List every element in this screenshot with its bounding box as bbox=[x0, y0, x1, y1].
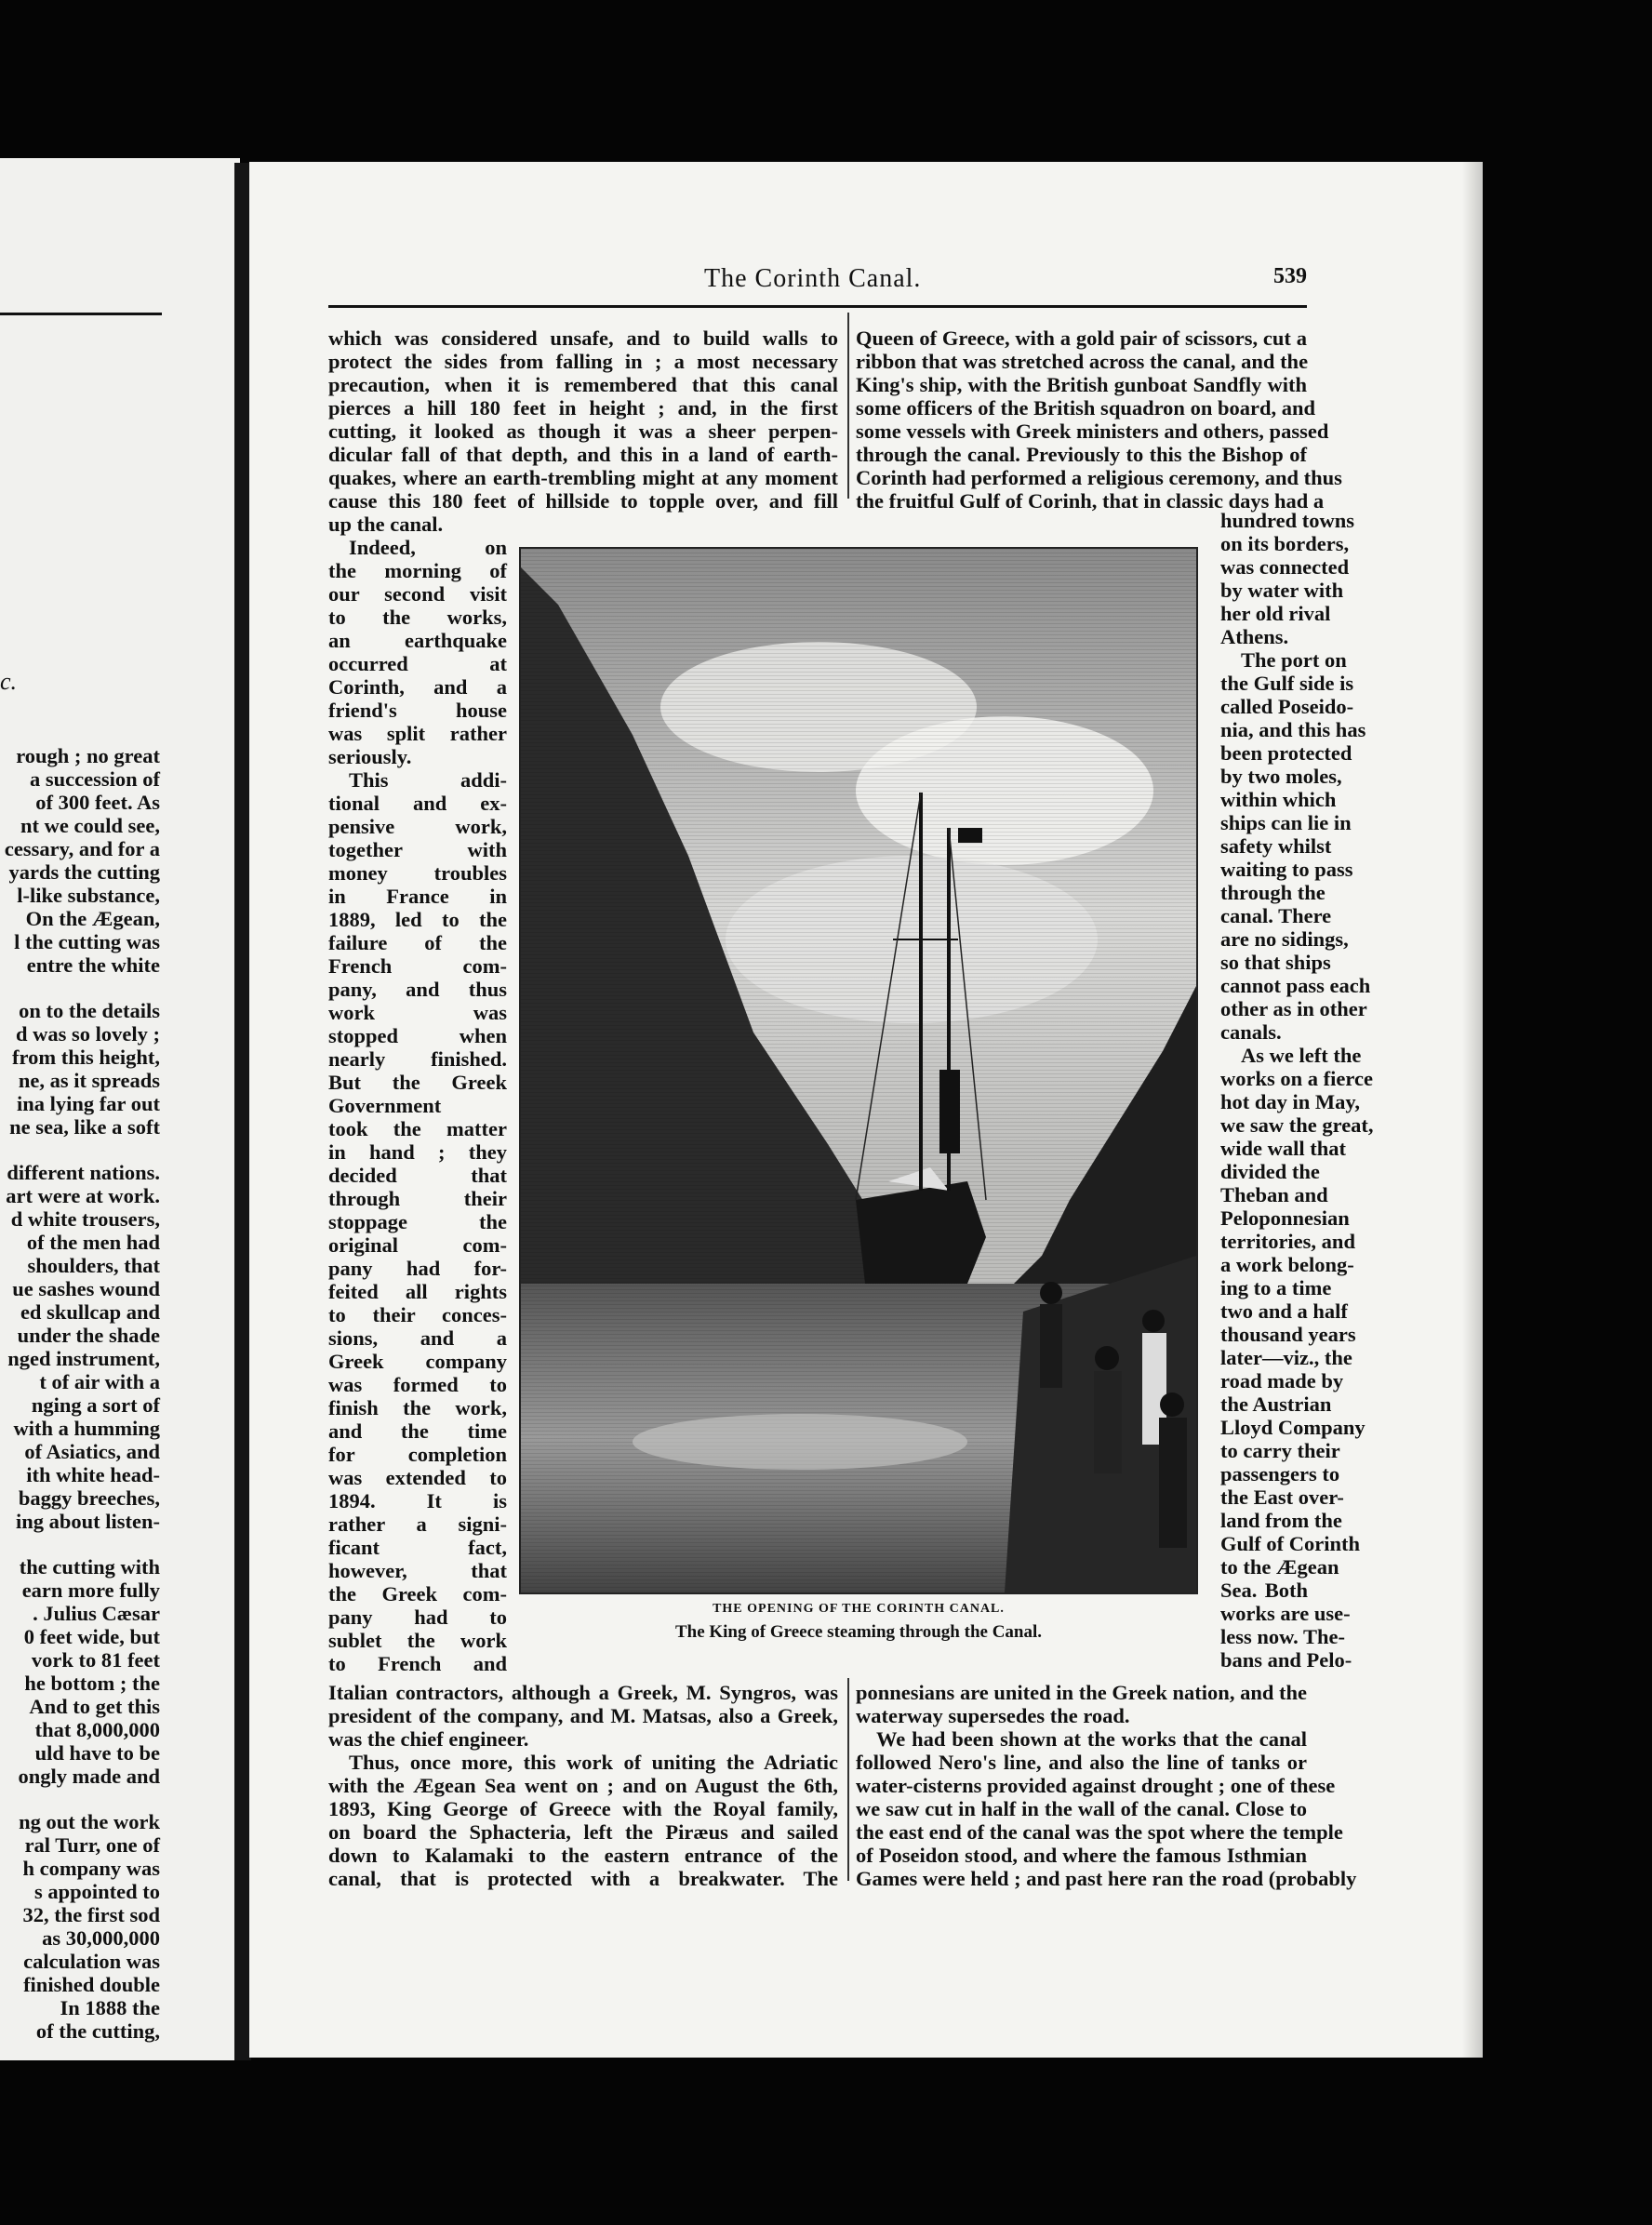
text-line: safety whilst bbox=[1220, 834, 1332, 858]
text-line: Gulf of Corinth bbox=[1220, 1532, 1361, 1555]
engraving-illustration bbox=[519, 547, 1198, 1594]
text-line: to carry their bbox=[1220, 1439, 1340, 1462]
text-line: nging a sort of bbox=[31, 1393, 160, 1417]
text-line: And to get this bbox=[29, 1695, 160, 1718]
text-line: ne, as it spreads bbox=[18, 1069, 160, 1092]
text-line: together with bbox=[328, 838, 507, 861]
text-line: pany had to bbox=[328, 1605, 507, 1629]
text-line: was extended to bbox=[328, 1466, 507, 1489]
text-line: nia, and this has bbox=[1220, 718, 1366, 741]
text-line: dicular fall of that depth, and this in a land of earth- bbox=[328, 443, 838, 466]
left-page-rule bbox=[0, 313, 162, 315]
text-line: ing to a time bbox=[1220, 1276, 1332, 1299]
text-line: less now. The- bbox=[1220, 1625, 1345, 1648]
text-line: canal, that is protected with a breakwater. The bbox=[328, 1867, 838, 1890]
text-line: was connected bbox=[1220, 555, 1350, 579]
text-line: to the works, bbox=[328, 606, 507, 629]
text-line: an earthquake bbox=[328, 629, 507, 652]
text-line: baggy breeches, bbox=[18, 1486, 160, 1510]
text-line: up the canal. bbox=[328, 513, 444, 536]
text-line: and the time bbox=[328, 1419, 507, 1443]
text-line: bans and Pelo- bbox=[1220, 1648, 1352, 1672]
text-line: on board the Sphacteria, left the Piræus and sailed bbox=[328, 1820, 838, 1844]
text-line: . Julius Cæsar bbox=[33, 1602, 160, 1625]
text-line: however, that bbox=[328, 1559, 507, 1582]
text-line: cannot pass each bbox=[1220, 974, 1371, 997]
figure-caption-title: THE OPENING OF THE CORINTH CANAL. bbox=[713, 1602, 1005, 1616]
page-number: 539 bbox=[1273, 264, 1307, 288]
text-line: to French and bbox=[328, 1652, 507, 1675]
bottom-left-column bbox=[328, 1681, 838, 1890]
text-line: ng out the work bbox=[19, 1810, 160, 1833]
text-line: pany had for- bbox=[328, 1257, 507, 1280]
text-line: t of air with a bbox=[39, 1370, 160, 1393]
text-line: with a humming bbox=[13, 1417, 160, 1440]
text-line: Athens. bbox=[1220, 625, 1289, 648]
left-page-fragment: c. bbox=[0, 668, 18, 695]
text-line: different nations. bbox=[7, 1161, 160, 1184]
text-line: works on a fierce bbox=[1220, 1067, 1373, 1090]
text-line: ships can lie in bbox=[1220, 811, 1352, 834]
text-line: was split rather bbox=[328, 722, 507, 745]
text-line: of the men had bbox=[26, 1231, 160, 1254]
text-line: Lloyd Company bbox=[1220, 1416, 1366, 1439]
text-line: nged instrument, bbox=[7, 1347, 160, 1370]
text-line: to the Ægean bbox=[1220, 1555, 1339, 1579]
text-line: later—viz., the bbox=[1220, 1346, 1352, 1369]
text-line: of 300 feet. As bbox=[35, 791, 160, 814]
text-line: nt we could see, bbox=[20, 814, 160, 837]
text-line: pensive work, bbox=[328, 815, 507, 838]
text-line: 32, the first sod bbox=[22, 1903, 160, 1926]
text-line: canal. There bbox=[1220, 904, 1332, 927]
bottom-right-column bbox=[856, 1681, 1357, 1890]
text-line: the Austrian bbox=[1220, 1392, 1332, 1416]
text-line: Indeed, on bbox=[349, 536, 507, 559]
text-line: cause this 180 feet of hillside to topple over, and fill bbox=[328, 489, 838, 513]
text-line: sublet the work bbox=[328, 1629, 507, 1652]
text-line: We had been shown at the works that the canal bbox=[876, 1727, 1307, 1751]
text-line: was formed to bbox=[328, 1373, 507, 1396]
narrow-left-column bbox=[328, 536, 507, 1675]
text-line: the east end of the canal was the spot where the temple bbox=[856, 1820, 1343, 1844]
text-line: are no sidings, bbox=[1220, 927, 1349, 951]
text-line: was the chief engineer. bbox=[328, 1727, 529, 1751]
page-header bbox=[328, 264, 1307, 296]
text-line: money troubles bbox=[328, 861, 507, 885]
text-line: by water with bbox=[1220, 579, 1344, 602]
text-line: calculation was bbox=[23, 1950, 160, 1973]
text-line: ith white head- bbox=[26, 1463, 160, 1486]
text-line: l the cutting was bbox=[14, 930, 160, 953]
left-page bbox=[0, 158, 240, 2060]
text-line: stopped when bbox=[328, 1024, 507, 1047]
text-line: waterway supersedes the road. bbox=[856, 1704, 1130, 1727]
text-line: on to the details bbox=[19, 999, 160, 1022]
text-line: Thus, once more, this work of uniting the Adriatic bbox=[349, 1751, 838, 1774]
text-line: so that ships bbox=[1220, 951, 1331, 974]
text-line: he bottom ; the bbox=[24, 1672, 160, 1695]
text-line: hundred towns bbox=[1220, 509, 1355, 532]
text-line: through the canal. Previously to this the Bishop of bbox=[856, 443, 1307, 466]
text-line: ina lying far out bbox=[17, 1092, 160, 1115]
text-line: precaution, when it is remembered that this canal bbox=[328, 373, 838, 396]
text-line: on its borders, bbox=[1220, 532, 1350, 555]
text-line: finished double bbox=[23, 1973, 160, 1996]
text-line bbox=[0, 977, 160, 999]
text-line: But the Greek bbox=[328, 1071, 507, 1094]
text-line: from this height, bbox=[12, 1046, 160, 1069]
text-line: with the Ægean Sea went on ; and on August the 6th, bbox=[328, 1774, 838, 1797]
text-line: territories, and bbox=[1220, 1230, 1355, 1253]
text-line: 0 feet wide, but bbox=[23, 1625, 160, 1648]
text-line: ral Turr, one of bbox=[24, 1833, 160, 1857]
narrow-right-column bbox=[1220, 509, 1374, 1672]
text-line: the East over- bbox=[1220, 1486, 1344, 1509]
text-line: seriously. bbox=[328, 745, 412, 768]
text-line: which was considered unsafe, and to build walls to bbox=[328, 326, 838, 350]
text-line: Corinth had performed a religious ceremony, and thus bbox=[856, 466, 1342, 489]
text-line: of the cutting, bbox=[35, 2019, 160, 2043]
text-line: we saw the great, bbox=[1220, 1113, 1374, 1137]
text-line: canals. bbox=[1220, 1020, 1282, 1044]
canal-ship-engraving bbox=[521, 549, 1196, 1592]
text-line: rather a signi- bbox=[328, 1512, 507, 1536]
text-line: protect the sides from falling in ; a most necessary bbox=[328, 350, 838, 373]
text-line: Sea. Both bbox=[1220, 1579, 1308, 1602]
column-divider-top bbox=[847, 313, 849, 499]
text-line: original com- bbox=[328, 1233, 507, 1257]
text-line: in France in bbox=[328, 885, 507, 908]
text-line: feited all rights bbox=[328, 1280, 507, 1303]
text-line: In 1888 the bbox=[60, 1996, 160, 2019]
text-line: for completion bbox=[328, 1443, 507, 1466]
text-line: ing about listen- bbox=[15, 1510, 160, 1533]
text-line: rough ; no great bbox=[16, 744, 160, 767]
text-line bbox=[0, 1139, 160, 1161]
text-line: within which bbox=[1220, 788, 1337, 811]
text-line: yards the cutting bbox=[8, 860, 160, 884]
text-line: Italian contractors, although a Greek, M. Syngros, was bbox=[328, 1681, 838, 1704]
text-line: Greek company bbox=[328, 1350, 507, 1373]
text-line: president of the company, and M. Matsas, also a Greek, bbox=[328, 1704, 838, 1727]
text-line: cessary, and for a bbox=[4, 837, 160, 860]
text-line: h company was bbox=[22, 1857, 160, 1880]
text-line: failure of the bbox=[328, 931, 507, 954]
text-line: tional and ex- bbox=[328, 792, 507, 815]
text-line: of Asiatics, and bbox=[24, 1440, 160, 1463]
right-page bbox=[249, 162, 1483, 2058]
text-line: been protected bbox=[1220, 741, 1352, 765]
text-line: our second visit bbox=[328, 582, 507, 606]
text-line: nearly finished. bbox=[328, 1047, 507, 1071]
text-line: Theban and bbox=[1220, 1183, 1328, 1206]
text-line: Government bbox=[328, 1094, 442, 1117]
running-title: The Corinth Canal. bbox=[704, 264, 922, 293]
text-line: quakes, where an earth-trembling might at any moment bbox=[328, 466, 838, 489]
text-line: pierces a hill 180 feet in height ; and, in the first bbox=[328, 396, 838, 420]
text-line: l-like substance, bbox=[17, 884, 160, 907]
text-line: works are use- bbox=[1220, 1602, 1351, 1625]
text-line: wide wall that bbox=[1220, 1137, 1346, 1160]
text-line: a work belong- bbox=[1220, 1253, 1354, 1276]
text-line: a succession of bbox=[30, 767, 160, 791]
header-rule bbox=[328, 305, 1307, 308]
text-line: entre the white bbox=[26, 953, 160, 977]
text-line: down to Kalamaki to the eastern entrance of the bbox=[328, 1844, 838, 1867]
text-line: the morning of bbox=[328, 559, 507, 582]
text-line: French com- bbox=[328, 954, 507, 978]
text-line: d was so lovely ; bbox=[15, 1022, 160, 1046]
text-line: of Poseidon stood, and where the famous Isthmian bbox=[856, 1844, 1307, 1867]
text-line: d white trousers, bbox=[10, 1207, 160, 1231]
text-line: two and a half bbox=[1220, 1299, 1348, 1323]
text-line: Peloponnesian bbox=[1220, 1206, 1350, 1230]
text-line: sions, and a bbox=[328, 1326, 507, 1350]
left-page-text bbox=[0, 744, 160, 2043]
text-line: earn more fully bbox=[21, 1579, 160, 1602]
text-line: through the bbox=[1220, 881, 1326, 904]
text-line: occurred at bbox=[328, 652, 507, 675]
text-line: took the matter bbox=[328, 1117, 507, 1140]
text-line: called Poseido- bbox=[1220, 695, 1354, 718]
text-line: in hand ; they bbox=[328, 1140, 507, 1164]
text-line: The port on bbox=[1241, 648, 1347, 672]
text-line: thousand years bbox=[1220, 1323, 1356, 1346]
text-line: 1893, King George of Greece with the Royal family, bbox=[328, 1797, 838, 1820]
text-line: her old rival bbox=[1220, 602, 1331, 625]
text-line: This addi- bbox=[349, 768, 507, 792]
text-line: some officers of the British squadron on board, and bbox=[856, 396, 1316, 420]
text-line: ed skullcap and bbox=[20, 1300, 160, 1324]
text-line: other as in other bbox=[1220, 997, 1367, 1020]
text-line bbox=[0, 1533, 160, 1555]
text-line: that 8,000,000 bbox=[34, 1718, 160, 1741]
text-line: passengers to bbox=[1220, 1462, 1340, 1486]
text-line: the cutting with bbox=[19, 1555, 160, 1579]
text-line: to their conces- bbox=[328, 1303, 507, 1326]
text-line: s appointed to bbox=[33, 1880, 160, 1903]
text-line: work was bbox=[328, 1001, 507, 1024]
text-line: as 30,000,000 bbox=[42, 1926, 160, 1950]
text-line: Corinth, and a bbox=[328, 675, 507, 699]
text-line: art were at work. bbox=[6, 1184, 160, 1207]
text-line: divided the bbox=[1220, 1160, 1320, 1183]
text-line: 1889, led to the bbox=[328, 908, 507, 931]
text-line: ongly made and bbox=[18, 1765, 160, 1788]
text-line: the fruitful Gulf of Corinh, that in classic days had a bbox=[856, 489, 1325, 513]
text-line: cutting, it looked as though it was a sheer perpen- bbox=[328, 420, 838, 443]
text-line: by two moles, bbox=[1220, 765, 1342, 788]
text-line: pany, and thus bbox=[328, 978, 507, 1001]
text-line: the Gulf side is bbox=[1220, 672, 1354, 695]
text-line: King's ship, with the British gunboat Sandfly with bbox=[856, 373, 1307, 396]
figure-caption-subtitle: The King of Greece steaming through the Canal. bbox=[674, 1622, 1043, 1642]
text-line: shoulders, that bbox=[27, 1254, 160, 1277]
text-line: On the Ægean, bbox=[25, 907, 160, 930]
text-line: Games were held ; and past here ran the road (probably bbox=[856, 1867, 1357, 1890]
text-line: vork to 81 feet bbox=[31, 1648, 160, 1672]
text-line: through their bbox=[328, 1187, 507, 1210]
text-line: hot day in May, bbox=[1220, 1090, 1361, 1113]
text-line: finish the work, bbox=[328, 1396, 507, 1419]
text-line: water-cisterns provided against drought ; one of these bbox=[856, 1774, 1336, 1797]
text-line: ficant fact, bbox=[328, 1536, 507, 1559]
text-line: land from the bbox=[1220, 1509, 1342, 1532]
top-right-column bbox=[856, 326, 1342, 513]
text-line: stoppage the bbox=[328, 1210, 507, 1233]
text-line: road made by bbox=[1220, 1369, 1344, 1392]
text-line bbox=[0, 1788, 160, 1810]
text-line: friend's house bbox=[328, 699, 507, 722]
text-line: 1894. It is bbox=[328, 1489, 507, 1512]
top-left-column bbox=[328, 326, 838, 536]
text-line: some vessels with Greek ministers and others, passed bbox=[856, 420, 1329, 443]
text-line: As we left the bbox=[1241, 1044, 1362, 1067]
text-line: ponnesians are united in the Greek nation, and the bbox=[856, 1681, 1307, 1704]
column-divider-bottom bbox=[847, 1678, 849, 1881]
text-line: uld have to be bbox=[34, 1741, 160, 1765]
text-line: followed Nero's line, and also the line of tanks or bbox=[856, 1751, 1307, 1774]
text-line: we saw cut in half in the wall of the canal. Close to bbox=[856, 1797, 1307, 1820]
text-line: ribbon that was stretched across the canal, and the bbox=[856, 350, 1309, 373]
text-line: Queen of Greece, with a gold pair of scissors, cut a bbox=[856, 326, 1307, 350]
text-line: decided that bbox=[328, 1164, 507, 1187]
text-line: ne sea, like a soft bbox=[9, 1115, 160, 1139]
text-line: ue sashes wound bbox=[12, 1277, 160, 1300]
text-line: waiting to pass bbox=[1220, 858, 1353, 881]
text-line: the Greek com- bbox=[328, 1582, 507, 1605]
text-line: under the shade bbox=[17, 1324, 160, 1347]
